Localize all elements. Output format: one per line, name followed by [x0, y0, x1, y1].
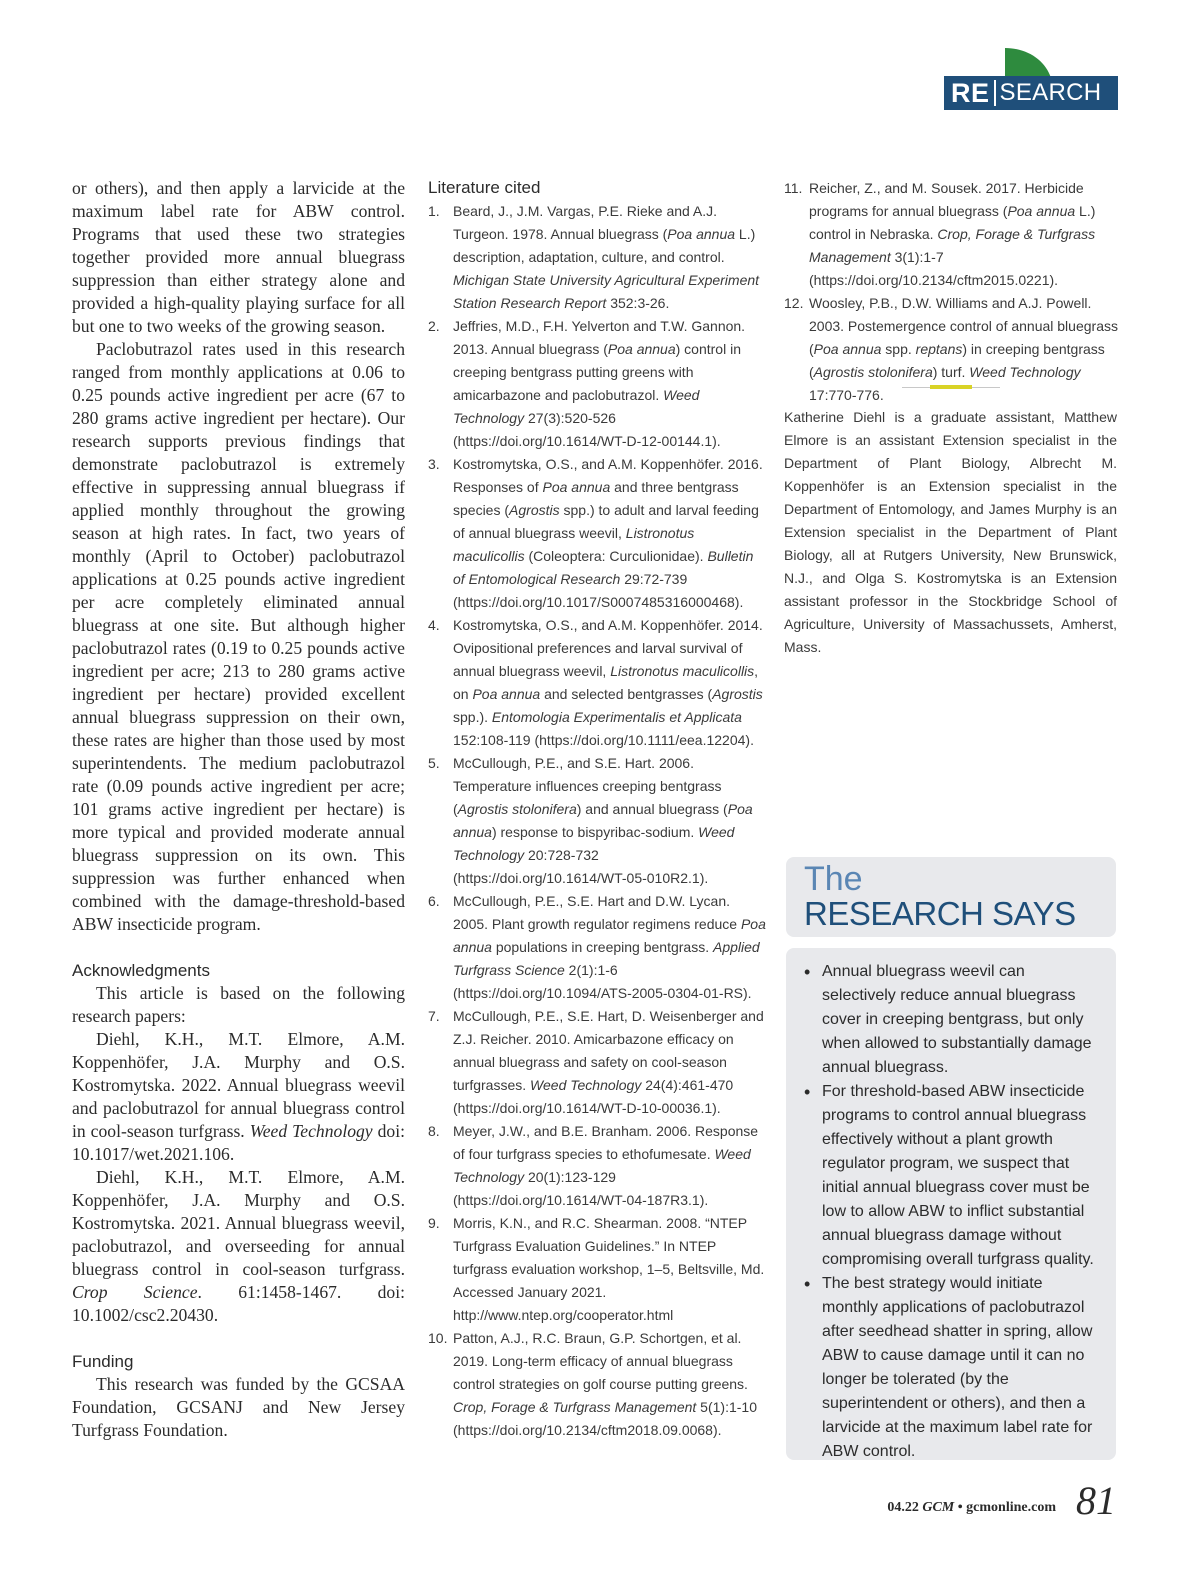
ref-text: Diehl, K.H., M.T. Elmore, A.M. Koppenhöfer, J.A. Murphy and O.S. Kostromytska. 2022. Annual bluegrass weevil and paclobutrazol for annual bluegrass control in cool-season turfgrass. — [72, 1029, 405, 1141]
ref-text: spp.) to adult and larval feeding of annual bluegrass weevil, — [453, 502, 759, 541]
ref-text: (Coleoptera: Curculionidae). — [524, 548, 708, 564]
literature-heading: Literature cited — [428, 178, 541, 197]
reference-item — [784, 292, 1119, 407]
ref-italic: Poa annua — [453, 916, 766, 955]
acknowledgments-intro: This article is based on the following research papers: — [72, 983, 405, 1026]
ref-text: spp. — [881, 341, 916, 357]
ref-text: ) and annual bluegrass ( — [576, 801, 728, 817]
ref-italic: Poa annua — [813, 341, 882, 357]
reference-list — [428, 200, 766, 1442]
ref-italic: Poa annua — [472, 686, 541, 702]
reference-item — [428, 315, 766, 453]
footer-magazine: GCM — [922, 1500, 955, 1515]
ref-number: 2. — [428, 318, 440, 334]
footer-issue: 04.22 — [887, 1500, 919, 1515]
ref-italic: Crop, Forage & Turfgrass Management — [809, 226, 1096, 265]
reference-item — [428, 1212, 766, 1327]
acknowledgment-reference — [72, 1028, 405, 1166]
ref-text: Reicher, Z., and M. Sousek. 2017. Herbicide programs for annual bluegrass ( — [809, 180, 1084, 219]
section-divider — [902, 385, 1000, 389]
reference-item — [428, 890, 766, 1005]
ref-italic: Weed Technology — [530, 1077, 642, 1093]
journal-name: Crop Science — [72, 1282, 198, 1302]
ref-text: McCullough, P.E., and S.E. Hart. 2006. Temperature influences creeping bentgrass ( — [453, 755, 722, 817]
ref-italic: reptans — [915, 341, 963, 357]
logo-search: SEARCH — [999, 79, 1102, 106]
logo-divider — [994, 80, 996, 106]
ref-italic: Agrostis — [712, 686, 763, 702]
ref-text: and selected bentgrasses ( — [540, 686, 713, 702]
ref-text: ) control in creeping bentgrass putting greens with amicarbazone and paclobutrazol. — [453, 341, 741, 403]
reference-item — [428, 453, 766, 614]
ref-text: 20(1):123-129 (https://doi.org/10.1614/WT-04-187R3.1). — [453, 1169, 709, 1208]
ref-text: Jeffries, M.D., F.H. Yelverton and T.W. Gannon. 2013. Annual bluegrass ( — [453, 318, 746, 357]
ref-text: Meyer, J.W., and B.E. Branham. 2006. Response of four turfgrass species to ethofumesate. — [453, 1123, 759, 1162]
funding-text: This research was funded by the GCSAA Foundation, GCSANJ and New Jersey Turfgrass Foundation. — [72, 1374, 405, 1440]
ref-text: Kostromytska, O.S., and A.M. Koppenhöfer. 2016. Responses of — [453, 456, 763, 495]
ref-italic: Weed Technology — [453, 387, 700, 426]
reference-item — [428, 752, 766, 890]
divider-accent — [930, 385, 972, 389]
ref-text: 152:108-119 (https://doi.org/10.1111/eea.12204). — [453, 732, 754, 748]
ref-text: spp.). — [453, 709, 492, 725]
ref-text: 20:728-732 (https://doi.org/10.1614/WT-05-010R2.1). — [453, 847, 709, 886]
ref-text: doi: 10.1017/wet.2021.106. — [72, 1121, 405, 1164]
ref-text: and three bentgrass species ( — [453, 479, 739, 518]
ref-text: ) response to bispyribac-sodium. — [491, 824, 699, 840]
article-paragraph: or others), and then apply a larvicide at the maximum label rate for ABW control. Programs that used these two strategies together provided more annual bluegrass suppression than either strategy alone and provided a high-quality playing surface for all but one to two weeks of the growing season. — [72, 178, 405, 336]
ref-number: 5. — [428, 755, 440, 771]
ref-text: 27(3):520-526 (https://doi.org/10.1614/WT-D-12-00144.1). — [453, 410, 721, 449]
sidebar-title-research-says: RESEARCH SAYS — [804, 895, 1076, 932]
ref-number: 6. — [428, 893, 440, 909]
sidebar-bullet-list — [804, 960, 1102, 1464]
acknowledgment-reference — [72, 1166, 405, 1327]
sidebar-title-the: The — [804, 860, 863, 898]
logo-box — [944, 76, 1118, 110]
ref-text: L.) control in Nebraska. — [809, 203, 1096, 242]
reference-item — [428, 200, 766, 315]
ref-italic: Michigan State University Agricultural Experiment Station Research Report — [453, 272, 760, 311]
ref-number: 3. — [428, 456, 440, 472]
footer-separator: • — [957, 1500, 963, 1515]
sidebar-bullet: • Annual bluegrass weevil can selectively reduce annual bluegrass cover in creeping bentgrass, but only when allowed to substantially damage annual bluegrass. — [804, 960, 1102, 1080]
ref-italic: Agrostis stolonifera — [813, 364, 933, 380]
ref-italic: Bulletin of Entomological Research — [453, 548, 754, 587]
logo-re: RE — [951, 77, 990, 108]
ref-number: 7. — [428, 1008, 440, 1024]
ref-number: 10. — [428, 1330, 448, 1346]
ref-italic: Weed Technology — [969, 364, 1081, 380]
ref-text: L.) description, adaptation, culture, and control. — [453, 226, 756, 265]
ref-italic: Listronotus maculicollis — [610, 663, 755, 679]
research-logo — [944, 46, 1118, 112]
article-paragraph: Paclobutrazol rates used in this research ranged from monthly applications at 0.06 to 0.25 pounds active ingredient per acre (67 to 280 grams active ingredient per hectare). Our research supports previous findings that demonstrate paclobutrazol is extremely effective in suppressing annual bluegrass if applied monthly throughout the growing season at high rates. In fact, two years of monthly (April to October) paclobutrazol applications at 0.25 pounds active ingredient per acre completely eliminated annual bluegrass at one site. But although higher paclobutrazol rates (0.19 to 0.25 pounds active ingredient per acre; 213 to 280 grams active ingredient per hectare) provided excellent annual bluegrass suppression on their own, these rates are higher than those used by most superintendents. The medium paclobutrazol rate (0.09 pounds active ingredient per acre; 101 grams active ingredient per hectare) is more typical and provided moderate annual bluegrass suppression on its own. This suppression was further enhanced when combined with the damage-threshold-based ABW insecticide program. — [72, 339, 405, 934]
page-number: 81 — [1076, 1478, 1116, 1523]
reference-item — [428, 1120, 766, 1212]
ref-text: , on — [453, 663, 759, 702]
ref-text: 29:72-739 (https://doi.org/10.1017/S0007485316000468). — [453, 571, 744, 610]
reference-item — [428, 614, 766, 752]
sidebar-bullet: • The best strategy would initiate monthly applications of paclobutrazol after seedhead shatter in spring, allow ABW to cause damage until it can no longer be tolerated (by the superintendent or others), and then a larvicide at the maximum label rate for ABW control. — [804, 1272, 1102, 1464]
ref-number: 8. — [428, 1123, 440, 1139]
ref-number: 9. — [428, 1215, 440, 1231]
ref-italic: Poa annua — [667, 226, 736, 242]
ref-text: ) in creeping bentgrass ( — [809, 341, 1105, 380]
ref-italic: Poa annua — [453, 801, 753, 840]
acknowledgments-heading: Acknowledgments — [72, 961, 210, 980]
ref-text: 24(4):461-470 (https://doi.org/10.1614/WT-D-10-00036.1). — [453, 1077, 734, 1116]
funding-heading: Funding — [72, 1352, 134, 1371]
ref-italic: Listronotus maculicollis — [453, 525, 695, 564]
page-footer — [862, 1478, 1122, 1528]
ref-text: Woosley, P.B., D.W. Williams and A.J. Powell. 2003. Postemergence control of annual bluegrass ( — [809, 295, 1118, 357]
ref-italic: Poa annua — [607, 341, 676, 357]
ref-italic: Poa annua — [1007, 203, 1076, 219]
ref-text: 2(1):1-6 (https://doi.org/10.1094/ATS-2005-0304-01-RS). — [453, 962, 752, 1001]
ref-number: 4. — [428, 617, 440, 633]
reference-item — [784, 177, 1119, 292]
ref-text: McCullough, P.E., S.E. Hart, D. Weisenberger and Z.J. Reicher. 2010. Amicarbazone efficacy on annual bluegrass and safety on cool-season turfgrasses. — [453, 1008, 764, 1093]
leaf-icon — [1003, 48, 1051, 78]
footer-site: gcmonline.com — [966, 1500, 1056, 1515]
footer-info — [887, 1500, 1056, 1516]
ref-text: Kostromytska, O.S., and A.M. Koppenhöfer. 2014. Ovipositional preferences and larval survival of annual bluegrass weevil, — [453, 617, 763, 679]
reference-item — [428, 1327, 766, 1442]
ref-text: . 61:1458-1467. doi: 10.1002/csc2.20430. — [72, 1282, 405, 1325]
article-column-1 — [72, 177, 405, 1442]
ref-italic: Weed Technology — [453, 824, 735, 863]
sidebar-header — [786, 857, 1116, 937]
ref-text: 352:3-26. — [606, 295, 670, 311]
reference-item — [428, 1005, 766, 1120]
ref-italic: Weed Technology — [453, 1146, 751, 1185]
author-bio: Katherine Diehl is a graduate assistant, Matthew Elmore is an assistant Extension specialist in the Department of Plant Biology, Albrecht M. Koppenhöfer is an Extension specialist in the Department of Entomology, and James Murphy is an Extension specialist in the Department of Plant Biology, all at Rutgers University, New Brunswick, N.J., and Olga S. Kostromytska is an Extension assistant professor in the Stockbridge School of Agriculture, University of Massachussets, Amherst, Mass. — [784, 409, 1117, 655]
literature-column-continued — [784, 177, 1119, 407]
ref-text: populations in creeping bentgrass. — [491, 939, 713, 955]
ref-italic: Poa annua — [542, 479, 611, 495]
reference-list — [784, 177, 1119, 407]
ref-text: 5(1):1-10 (https://doi.org/10.2134/cftm2018.09.0068). — [453, 1399, 757, 1438]
ref-text: Beard, J., J.M. Vargas, P.E. Rieke and A.J. Turgeon. 1978. Annual bluegrass ( — [453, 203, 718, 242]
ref-italic: Crop, Forage & Turfgrass Management — [453, 1399, 697, 1415]
ref-italic: Applied Turfgrass Science — [453, 939, 760, 978]
ref-text: ) turf. — [932, 364, 970, 380]
sidebar-body — [786, 948, 1116, 1460]
ref-number: 1. — [428, 203, 440, 219]
ref-italic: Agrostis stolonifera — [457, 801, 577, 817]
journal-name: Weed Technology — [249, 1121, 373, 1141]
ref-italic: Entomologia Experimentalis et Applicata — [491, 709, 742, 725]
sidebar-bullet: • For threshold-based ABW insecticide programs to control annual bluegrass effectively without a plant growth regulator program, we suspect that initial annual bluegrass cover must be low to allow ABW to inflict substantial annual bluegrass damage without compromising overall turfgrass quality. — [804, 1080, 1102, 1272]
ref-text: McCullough, P.E., S.E. Hart and D.W. Lycan. 2005. Plant growth regulator regimens reduce — [453, 893, 741, 932]
ref-text: Diehl, K.H., M.T. Elmore, A.M. Koppenhöfer, J.A. Murphy and O.S. Kostromytska. 2021. Annual bluegrass weevil, paclobutrazol, and overseeding for annual bluegrass control in cool-season turfgrass. — [72, 1167, 405, 1279]
ref-number: 11. — [784, 180, 803, 196]
ref-text: Morris, K.N., and R.C. Shearman. 2008. “NTEP Turfgrass Evaluation Guidelines.” In NTEP turfgrass evaluation workshop, 1–5, Beltsville, Md. Accessed January 2021. http://www.ntep.org/cooperator.html — [453, 1215, 765, 1323]
ref-number: 12. — [784, 295, 804, 311]
ref-text: 17:770-776. — [809, 387, 884, 403]
ref-italic: Agrostis — [509, 502, 560, 518]
ref-text: 3(1):1-7 (https://doi.org/10.2134/cftm2015.0221). — [809, 249, 1059, 288]
literature-column — [428, 177, 766, 1442]
ref-text: Patton, A.J., R.C. Braun, G.P. Schortgen, et al. 2019. Long-term efficacy of annual bluegrass control strategies on golf course putting greens. — [453, 1330, 748, 1392]
